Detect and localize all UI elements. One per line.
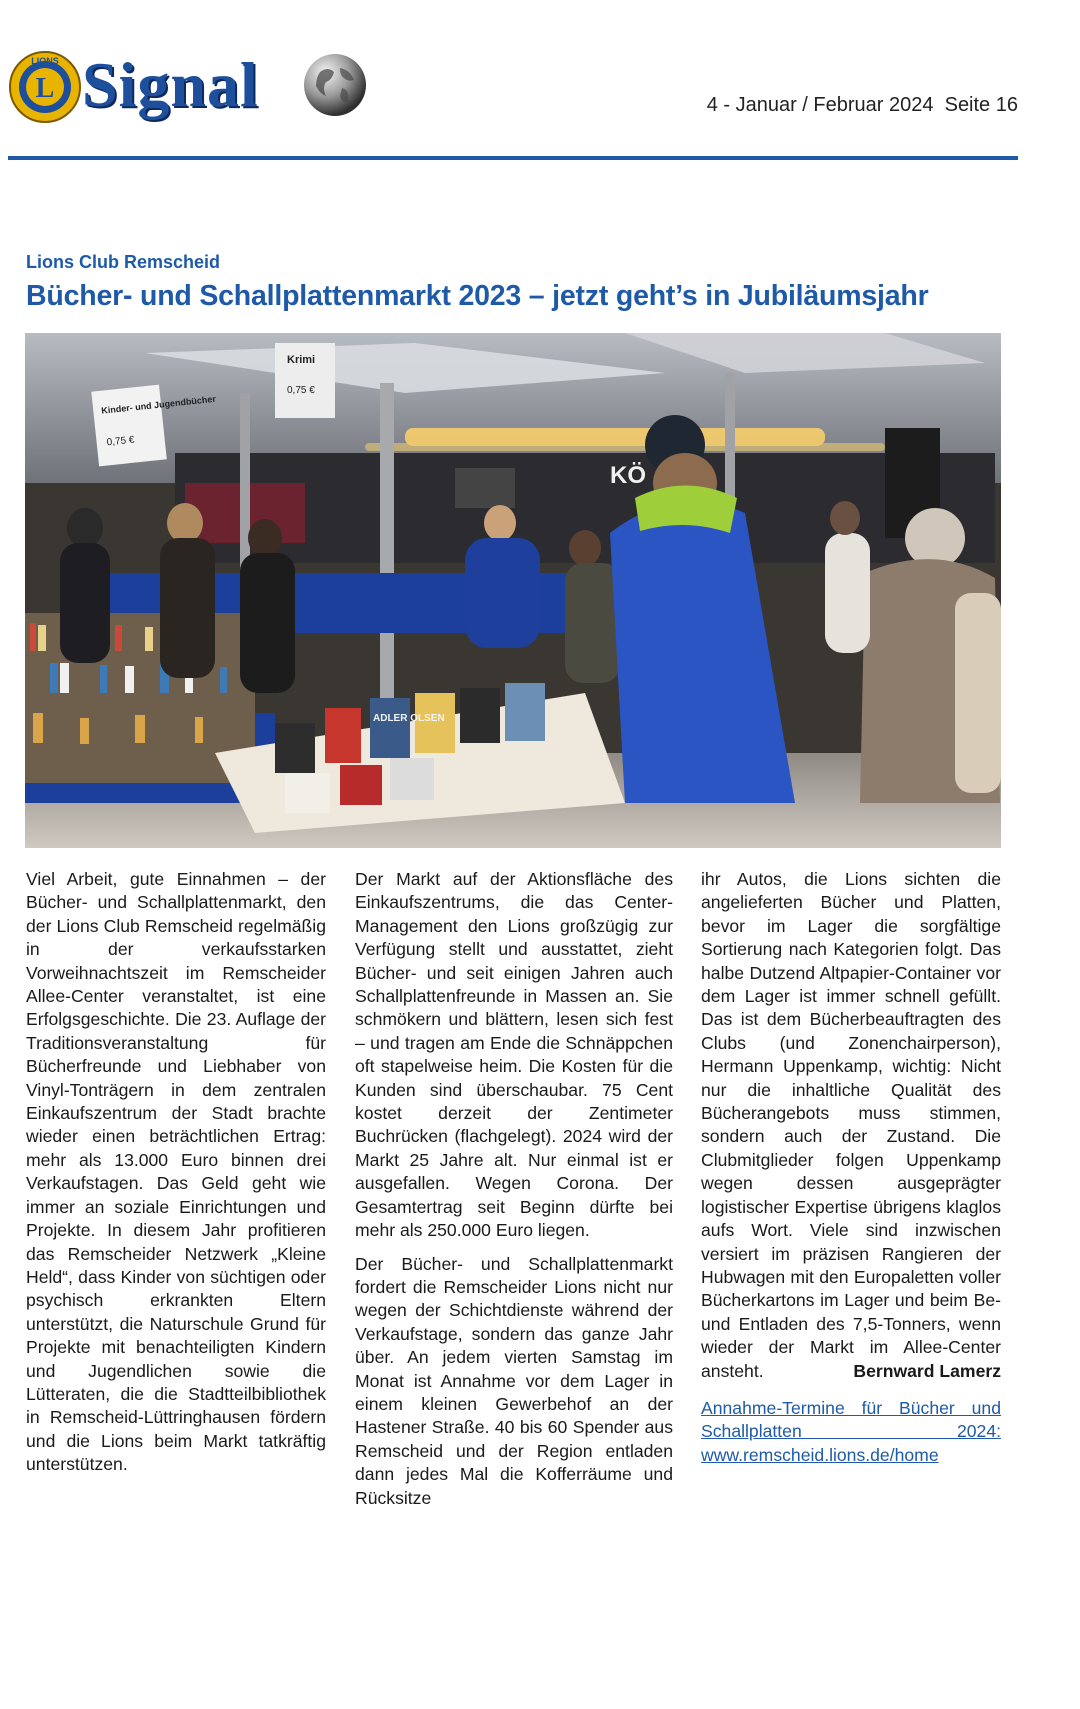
article-column-2 [355,868,673,1520]
newsletter-wordmark: Signal [82,49,259,120]
header-divider [8,156,1018,160]
article-paragraph-text: ihr Autos, die Lions sichten die angelieferten Bücher und Platten, bevor im Lager die sorgfältige Sortierung nach Kategorien folgt. Das halbe Dutzend Altpapier-Container vor dem Lager ist immer schnell gefüllt. Das ist dem Bücherbeauftragten des Clubs (und Zonenchairperson), Hermann Uppenkamp, wichtig: Nicht nur die inhaltliche Qualität des Bücherangebots muss stimmen, sondern auch der Zustand. Die Clubmitglieder folgen Uppenkamp wegen dessen ausgeprägter logistischer Expertise übrigens klaglos aufs Wort. Viele sind inzwischen versiert im präzisen Rangieren der Hubwagen mit den Europaletten voller Bücherkartons im Lager und beim Be- und Entladen des 7,5-Tonners, wenn wieder der Markt im Allee-Center ansteht. [701,869,1001,1381]
photo-sign-kinder-price: 0,75 € [106,434,135,449]
author-signature: Bernward Lamerz [853,1360,1001,1381]
article-paragraph: Der Markt auf der Aktionsfläche des Einkaufszentrums, die das Center-Management den Lions großzügig zur Verfügung stellt und ausstattet, zieht Bücher- und seit einigen Jahren auch Schallplattenfreunde in Massen an. Sie schmökern und blättern, lesen sich fest – und tragen am Ende die Schnäppchen oft stapelweise heim. Die Kosten für die Kunden sind überschaubar. 75 Cent kostet derzeit der Zentimeter Buchrücken (flachgelegt). 2024 wird der Markt 25 Jahre alt. Nur einmal ist er ausgefallen. Wegen Corona. Der Gesamtertrag seit Beginn dürfte bei mehr als 250.000 Euro liegen. [355,869,673,1241]
svg-text:L: L [35,73,55,104]
article-photo [25,333,1001,848]
article-paragraph: Der Bücher- und Schallplattenmarkt fordert die Remscheider Lions nicht nur wegen der Schichtdienste während der Verkaufstage, sondern das ganze Jahr über. An jedem vierten Samstag im Monat ist Annahme vor dem Lager in einem kleinen Gewerbehof an der Hastener Straße. 40 bis 60 Spender aus Remscheid und der Region entladen dann jedes Mal die Kofferräume und Rücksitze [355,1253,673,1508]
lions-emblem-logo [8,50,82,124]
photo-sign-kinder: Kinder- und Jugendbücher [100,393,217,416]
globe-icon [302,52,368,118]
photo-sign-krimi: Krimi [287,354,316,366]
photo-sign-krimi-price: 0,75 € [287,385,315,396]
emblem-text: LIONS [31,56,59,66]
article-kicker: Lions Club Remscheid [26,252,221,272]
article-paragraph [701,868,1001,1383]
photo-book-title: ADLER OLSEN [373,713,445,724]
issue-date-page: 4 - Januar / Februar 2024 Seite 16 [706,94,1018,116]
annahme-termine-link[interactable]: Annahme-Termine für Bücher und Schallplatten 2024: www.remscheid.lions.de/home [701,1397,1001,1465]
photo-shop-sign: KÖ [610,462,646,489]
article-column-3 [701,868,1001,1477]
article-column-1 [26,868,326,1487]
article-paragraph: Viel Arbeit, gute Einnahmen – der Bücher- und Schallplattenmarkt, den der Lions Club Remscheid regelmäßig in der verkaufsstarken Vorweihnachtszeit im Remscheider Allee-Center veranstaltet, ist eine Erfolgsgeschichte. Die 23. Auflage der Traditionsveranstaltung für Bücherfreunde und Liebhaber von Vinyl-Tonträgern in dem zentralen Einkaufszentrum der Stadt brachte wieder einen beträchtlichen Ertrag: mehr als 13.000 Euro binnen drei Verkaufstagen. Das Geld geht wie immer an soziale Einrichtungen und Projekte. In diesem Jahr profitieren das Remscheider Netzwerk „Kleine Held“, dass Kinder von süchtigen oder psychisch erkrankten Eltern unterstützt, die Naturschule Grund für Projekte mit benachteiligten Kindern und Jugendlichen sowie die Lütteraten, die die Stadtteilbibliothek in Remscheid-Lüttringhausen fördern und die Lions beim Markt tatkräftig unterstützen. [26,869,326,1475]
article-headline: Bücher- und Schallplattenmarkt 2023 – jetzt geht’s in Jubiläumsjahr [26,280,929,312]
